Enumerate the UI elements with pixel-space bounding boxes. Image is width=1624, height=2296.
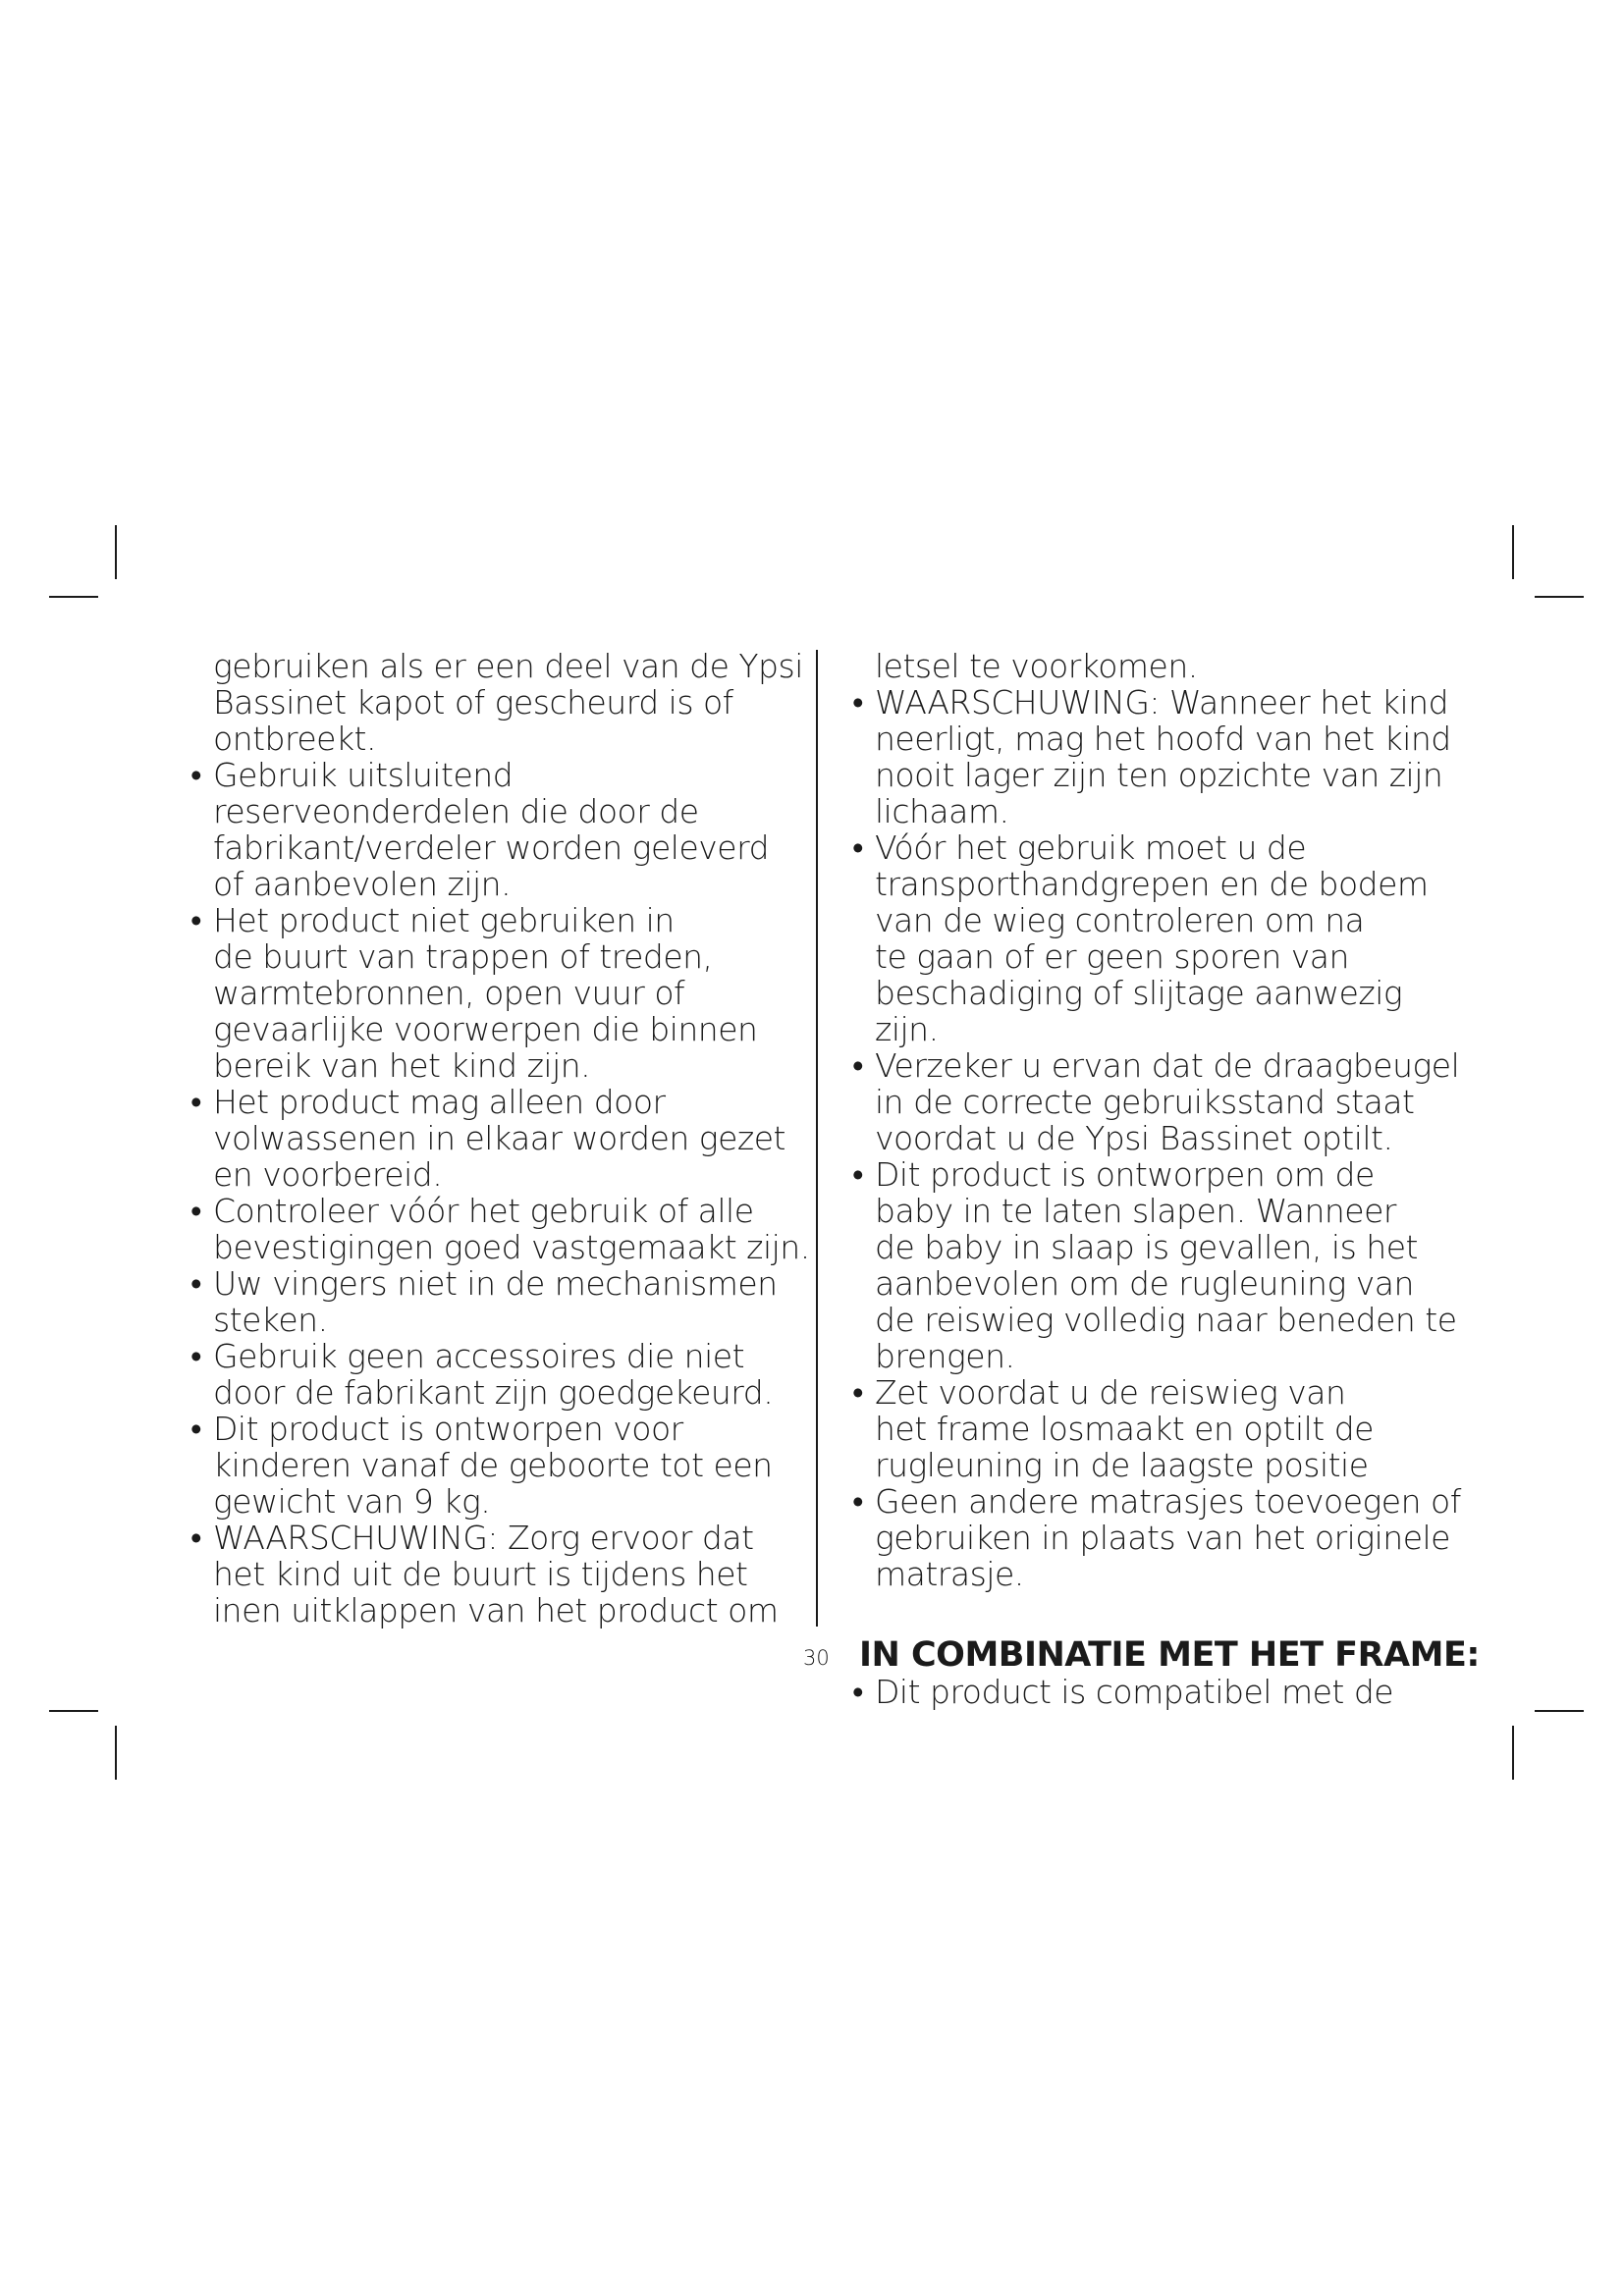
left-bullet-list <box>185 757 813 1629</box>
bullet-marker: • <box>190 1519 202 1557</box>
list-item-text: Het product mag alleen door volwassenen in elkaar worden gezet en voorbereid. <box>213 1083 785 1194</box>
right-column <box>846 647 1480 1711</box>
list-item <box>846 1047 1475 1156</box>
list-item-text: WAARSCHUWING: Wanneer het kind neerligt, mag het hoofd van het kind nooit lager zijn ten opzichte van zijn lichaam. <box>875 683 1451 830</box>
list-item <box>185 1338 813 1411</box>
bullet-marker: • <box>852 1482 864 1521</box>
list-item-text: Vóór het gebruik moet u de transporthandgrepen en de bodem van de wieg controleren om na te gaan of er geen sporen van beschadiging of slijtage aanwezig zijn. <box>875 828 1429 1048</box>
left-column <box>185 648 813 1629</box>
list-item-text: Geen andere matrasjes toevoegen of gebruiken in plaats van het originele matrasje. <box>875 1482 1461 1593</box>
section-heading: IN COMBINATIE MET HET FRAME: <box>859 1635 1480 1675</box>
list-item <box>846 1156 1475 1374</box>
crop-mark-bottom-right-vertical <box>1512 1726 1514 1780</box>
crop-mark-top-right-horizontal <box>1535 596 1584 598</box>
crop-mark-bottom-left-vertical <box>115 1726 117 1780</box>
list-item <box>185 757 813 902</box>
right-bullet-list <box>846 684 1475 1592</box>
list-item <box>846 1674 1475 1710</box>
list-item-text: Gebruik uitsluitend reserveonderdelen die door de fabrikant/verdeler worden geleverd of aanbevolen zijn. <box>213 756 770 903</box>
bullet-marker: • <box>190 756 202 794</box>
list-item <box>846 684 1475 829</box>
frame-bullet-list <box>846 1674 1475 1710</box>
crop-mark-top-left-horizontal <box>49 596 98 598</box>
list-item-text: Dit product is compatibel met de <box>875 1673 1394 1711</box>
crop-mark-top-left-vertical <box>115 525 117 579</box>
list-item-text: Dit product is ontworpen om de baby in te laten slapen. Wanneer de baby in slaap is gevallen, is het aanbevolen om de rugleuning van de reiswieg volledig naar beneden te brengen. <box>875 1155 1457 1375</box>
list-item <box>185 1193 813 1265</box>
list-item-text: Uw vingers niet in de mechanismen steken. <box>213 1264 778 1339</box>
bullet-marker: • <box>190 1083 202 1121</box>
crop-mark-bottom-right-horizontal <box>1535 1710 1584 1712</box>
list-item-text: Gebruik geen accessoires die niet door de fabrikant zijn goedgekeurd. <box>213 1337 774 1412</box>
list-item-text: Verzeker u ervan dat de draagbeugel in de correcte gebruiksstand staat voordat u de Ypsi Bassinet optilt. <box>875 1046 1460 1157</box>
bullet-marker: • <box>190 1192 202 1230</box>
bullet-marker: • <box>190 1264 202 1303</box>
crop-mark-bottom-left-horizontal <box>49 1710 98 1712</box>
crop-mark-top-right-vertical <box>1512 525 1514 579</box>
right-intro-text: letsel te voorkomen. <box>875 647 1198 685</box>
bullet-marker: • <box>852 1155 864 1194</box>
bullet-marker: • <box>190 1410 202 1448</box>
list-item-text: WAARSCHUWING: Zorg ervoor dat het kind uit de buurt is tijdens het inen uitklappen van het product om <box>213 1519 779 1629</box>
list-item <box>185 1411 813 1520</box>
list-item <box>185 1520 813 1629</box>
bullet-marker: • <box>190 1337 202 1375</box>
bullet-marker: • <box>852 828 864 867</box>
bullet-marker: • <box>852 683 864 721</box>
bullet-marker: • <box>190 901 202 939</box>
bullet-marker: • <box>852 1373 864 1412</box>
list-item <box>185 1084 813 1193</box>
list-item <box>846 1374 1475 1483</box>
page-number: 30 <box>803 1646 830 1670</box>
list-item <box>846 829 1475 1047</box>
list-item-text: Controleer vóór het gebruik of alle bevestigingen goed vastgemaakt zijn. <box>213 1192 810 1266</box>
list-item-text: Zet voordat u de reiswieg van het frame losmaakt en optilt de rugleuning in de laagste positie <box>875 1373 1374 1484</box>
left-intro-text: gebruiken als er een deel van de Ypsi Bassinet kapot of gescheurd is of ontbreekt. <box>213 647 803 758</box>
list-item-text: Dit product is ontworpen voor kinderen vanaf de geboorte tot een gewicht van 9 kg. <box>213 1410 773 1521</box>
bullet-marker: • <box>852 1673 864 1711</box>
list-item-text: Het product niet gebruiken in de buurt van trappen of treden, warmtebronnen, open vuur of gevaarlijke voorwerpen die binnen bereik van het kind zijn. <box>213 901 758 1085</box>
list-item <box>846 1483 1475 1592</box>
bullet-marker: • <box>852 1046 864 1085</box>
column-divider <box>816 650 818 1627</box>
list-item <box>185 1265 813 1338</box>
list-item <box>185 902 813 1084</box>
